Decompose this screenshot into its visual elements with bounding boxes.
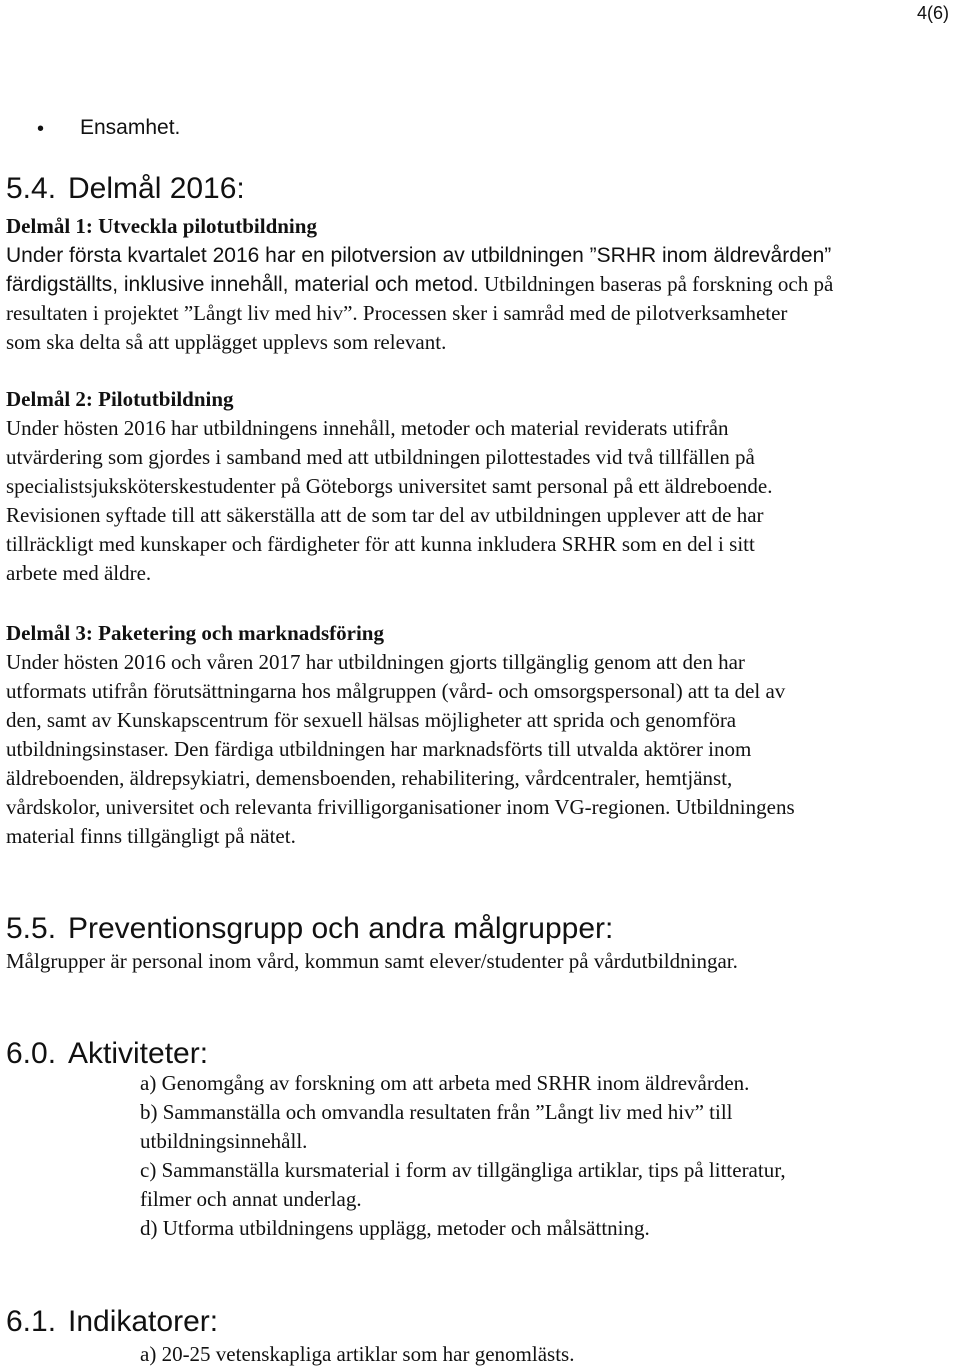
goal-3-line: utbildningsinstaser. Den färdiga utbildningen har marknadsförts till utvalda aktörer inom — [6, 737, 752, 761]
goal-1-line — [6, 270, 833, 299]
goal-3-line: utformats utifrån förutsättningarna hos målgruppen (vård- och omsorgspersonal) att ta del av — [6, 679, 786, 703]
section-heading-5-5 — [6, 911, 613, 947]
goal-1-line — [6, 299, 787, 328]
goal-3-line: material finns tillgängligt på nätet. — [6, 824, 296, 848]
goal-2-line: utvärdering som gjordes i samband med att utbildningen pilottestades vid två tillfällen på — [6, 445, 755, 469]
section-title: Indikatorer: — [68, 1305, 219, 1338]
goal-1-line: som ska delta så att upplägget upplevs som relevant. — [6, 330, 447, 354]
goal-2-line: Under hösten 2016 har utbildningens innehåll, metoder och material reviderats utifrån — [6, 416, 729, 440]
section-title: Aktiviteter: — [68, 1037, 209, 1070]
goal-1-line: Under första kvartalet 2016 har en pilotversion av utbildningen ”SRHR inom äldrevården” — [6, 244, 832, 267]
section-title: Preventionsgrupp och andra målgrupper: — [68, 912, 614, 945]
activity-line: utbildningsinnehåll. — [140, 1129, 308, 1153]
section-number: 6.1. — [6, 1305, 57, 1338]
goal-3-line: den, samt av Kunskapscentrum för sexuell hälsas möjligheter att sprida och genomföra — [6, 708, 737, 732]
page-number: 4(6) — [916, 3, 949, 23]
goal-3-line: Under hösten 2016 och våren 2017 har utbildningen gjorts tillgänglig genom att den har — [6, 650, 745, 674]
indicator-line: a) 20-25 vetenskapliga artiklar som har genomlästs. — [140, 1342, 575, 1366]
section-heading-5-4 — [6, 171, 245, 207]
activity-line: d) Utforma utbildningens upplägg, metoder och målsättning. — [140, 1216, 650, 1240]
goal-2-line: specialistsjuksköterskestudenter på Göteborgs universitet samt personal på ett äldreboende. — [6, 474, 773, 498]
bullet-icon: • — [37, 118, 45, 140]
section-title: Delmål 2016: — [68, 172, 245, 205]
goal-2-line: Revisionen syftade till att säkerställa att de som tar del av utbildningen upplever att de har — [6, 503, 764, 527]
section-heading-6-0 — [6, 1036, 208, 1072]
activity-line: filmer och annat underlag. — [140, 1187, 362, 1211]
section-number: 5.4. — [6, 172, 57, 205]
section-5-5-text: Målgrupper är personal inom vård, kommun samt elever/studenter på vårdutbildningar. — [6, 949, 738, 973]
goal-2-title: Delmål 2: Pilotutbildning — [6, 387, 234, 411]
goal-3-line: vårdskolor, universitet och relevanta frivilligorganisationer inom VG-regionen. Utbildningens — [6, 795, 795, 819]
activity-line: c) Sammanställa kursmaterial i form av tillgängliga artiklar, tips på litteratur, — [140, 1158, 786, 1182]
goal-3-title: Delmål 3: Paketering och marknadsföring — [6, 621, 384, 645]
activity-line: a) Genomgång av forskning om att arbeta med SRHR inom äldrevården. — [140, 1071, 750, 1095]
section-number: 5.5. — [6, 912, 57, 945]
goal-1-text-segment: Utbildningen baseras på forskning och på — [478, 272, 834, 296]
goal-1-text-segment: färdigställts, inklusive innehåll, material och metod. — [6, 273, 479, 296]
section-heading-6-1 — [6, 1304, 218, 1340]
goal-3-line: äldreboenden, äldrepsykiatri, demensboenden, rehabilitering, vårdcentraler, hemtjänst, — [6, 766, 733, 790]
section-number: 6.0. — [6, 1037, 57, 1070]
goal-1-text-segment: resultaten i projektet ”Långt liv med hiv”. — [6, 301, 358, 325]
goal-1-title: Delmål 1: Utveckla pilotutbildning — [6, 214, 317, 238]
bullet-item: Ensamhet. — [80, 116, 181, 139]
goal-1-text-segment: Processen sker i samråd med de pilotverksamheter — [357, 301, 788, 325]
goal-2-line: tillräckligt med kunskaper och färdigheter för att kunna inkludera SRHR som en del i sitt — [6, 532, 755, 556]
goal-2-line: arbete med äldre. — [6, 561, 152, 585]
activity-line: b) Sammanställa och omvandla resultaten från ”Långt liv med hiv” till — [140, 1100, 733, 1124]
